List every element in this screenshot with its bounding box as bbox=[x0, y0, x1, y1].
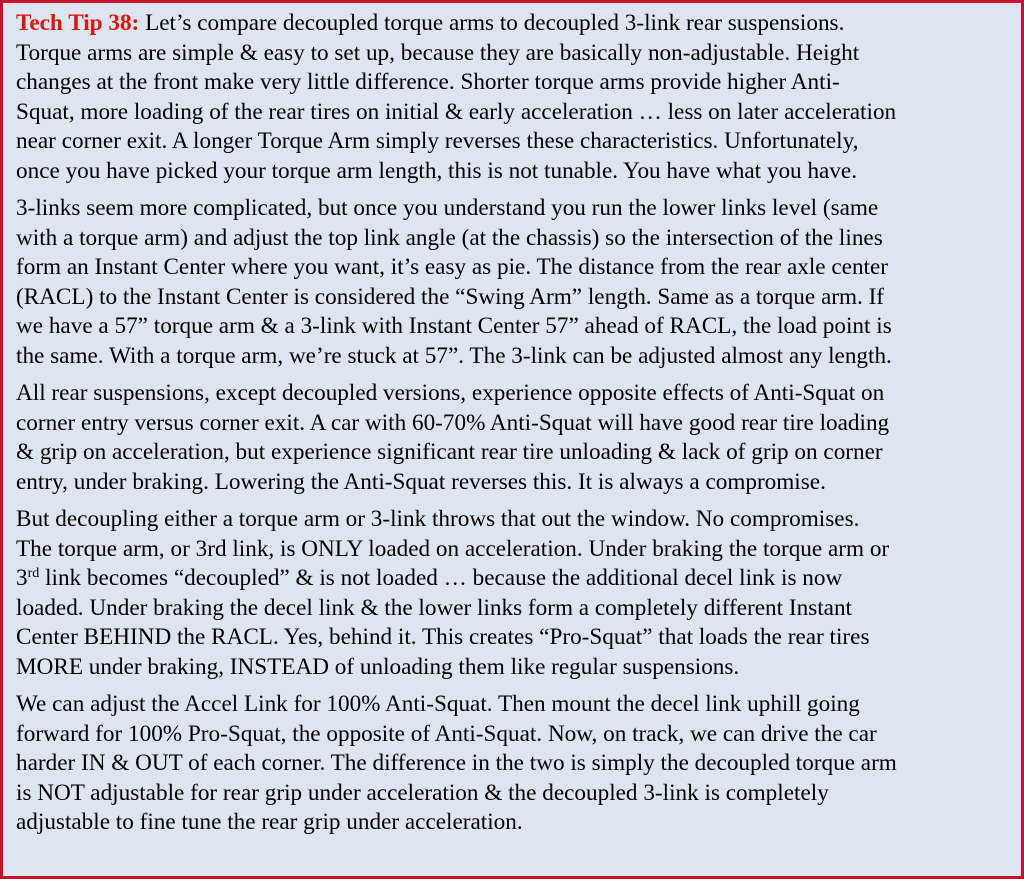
paragraph-decoupling bbox=[16, 505, 1011, 682]
paragraph-three-links: 3-links seem more complicated, but once you understand you run the lower links level (same with a torque arm) and adjust the top link angle (at the chassis) so the intersection of the lines form an Instant Center where you want, it’s easy as pie. The distance from the rear axle center (RACL) to the Instant Center is considered the “Swing Arm” length. Same as a torque arm. If we have a 57” torque arm & a 3-link with Instant Center 57” ahead of RACL, the load point is the same. With a torque arm, we’re stuck at 57”. The 3-link can be adjusted almost any length. bbox=[16, 195, 892, 369]
paragraph-conclusion: We can adjust the Accel Link for 100% Anti-Squat. Then mount the decel link uphill going forward for 100% Pro-Squat, the opposite of Anti-Squat. Now, on track, we can drive the car harder IN & OUT of each corner. The difference in the two is simply the decoupled torque arm is NOT adjustable for rear grip under acceleration & the decoupled 3-link is completely adjustable to fine tune the rear grip under acceleration. bbox=[16, 691, 897, 835]
ordinal-superscript: rd bbox=[27, 566, 40, 581]
paragraph-intro bbox=[16, 9, 1011, 186]
paragraph-intro-text: Let’s compare decoupled torque arms to decoupled 3-link rear suspensions. Torque arms are simple & easy to set up, because they are basically non-adjustable. Height changes at the front make very little difference. Shorter torque arms provide higher Anti- Squat, more loading of the rear tires on initial & early acceleration … less on later acceleration near corner exit. A longer Torque Arm simply reverses these characteristics. Unfortunately, once you have picked your torque arm length, this is not tunable. You have what you have. bbox=[16, 10, 897, 184]
paragraph-anti-squat: All rear suspensions, except decoupled versions, experience opposite effects of Anti-Squat on corner entry versus corner exit. A car with 60-70% Anti-Squat will have good rear tire loading & grip on acceleration, but experience significant rear tire unloading & lack of grip on corner entry, under braking. Lowering the Anti-Squat reverses this. It is always a compromise. bbox=[16, 380, 890, 495]
tip-title: Tech Tip 38: bbox=[16, 10, 140, 36]
paragraph-decoupling-text-a: But decoupling either a torque arm or 3-link throws that out the window. No compromises. The torque arm, or 3rd link, is ONLY loaded on acceleration. Under braking the torque arm or 3 bbox=[16, 506, 890, 591]
paragraph-decoupling-text-b: link becomes “decoupled” & is not loaded … because the additional decel link is now loaded. Under braking the decel link & the lower links form a completely different Instant Center BEHIND the RACL. Yes, behind it. This creates “Pro-Squat” that loads the rear tires MORE under braking, INSTEAD of unloading them like regular suspensions. bbox=[16, 565, 870, 680]
